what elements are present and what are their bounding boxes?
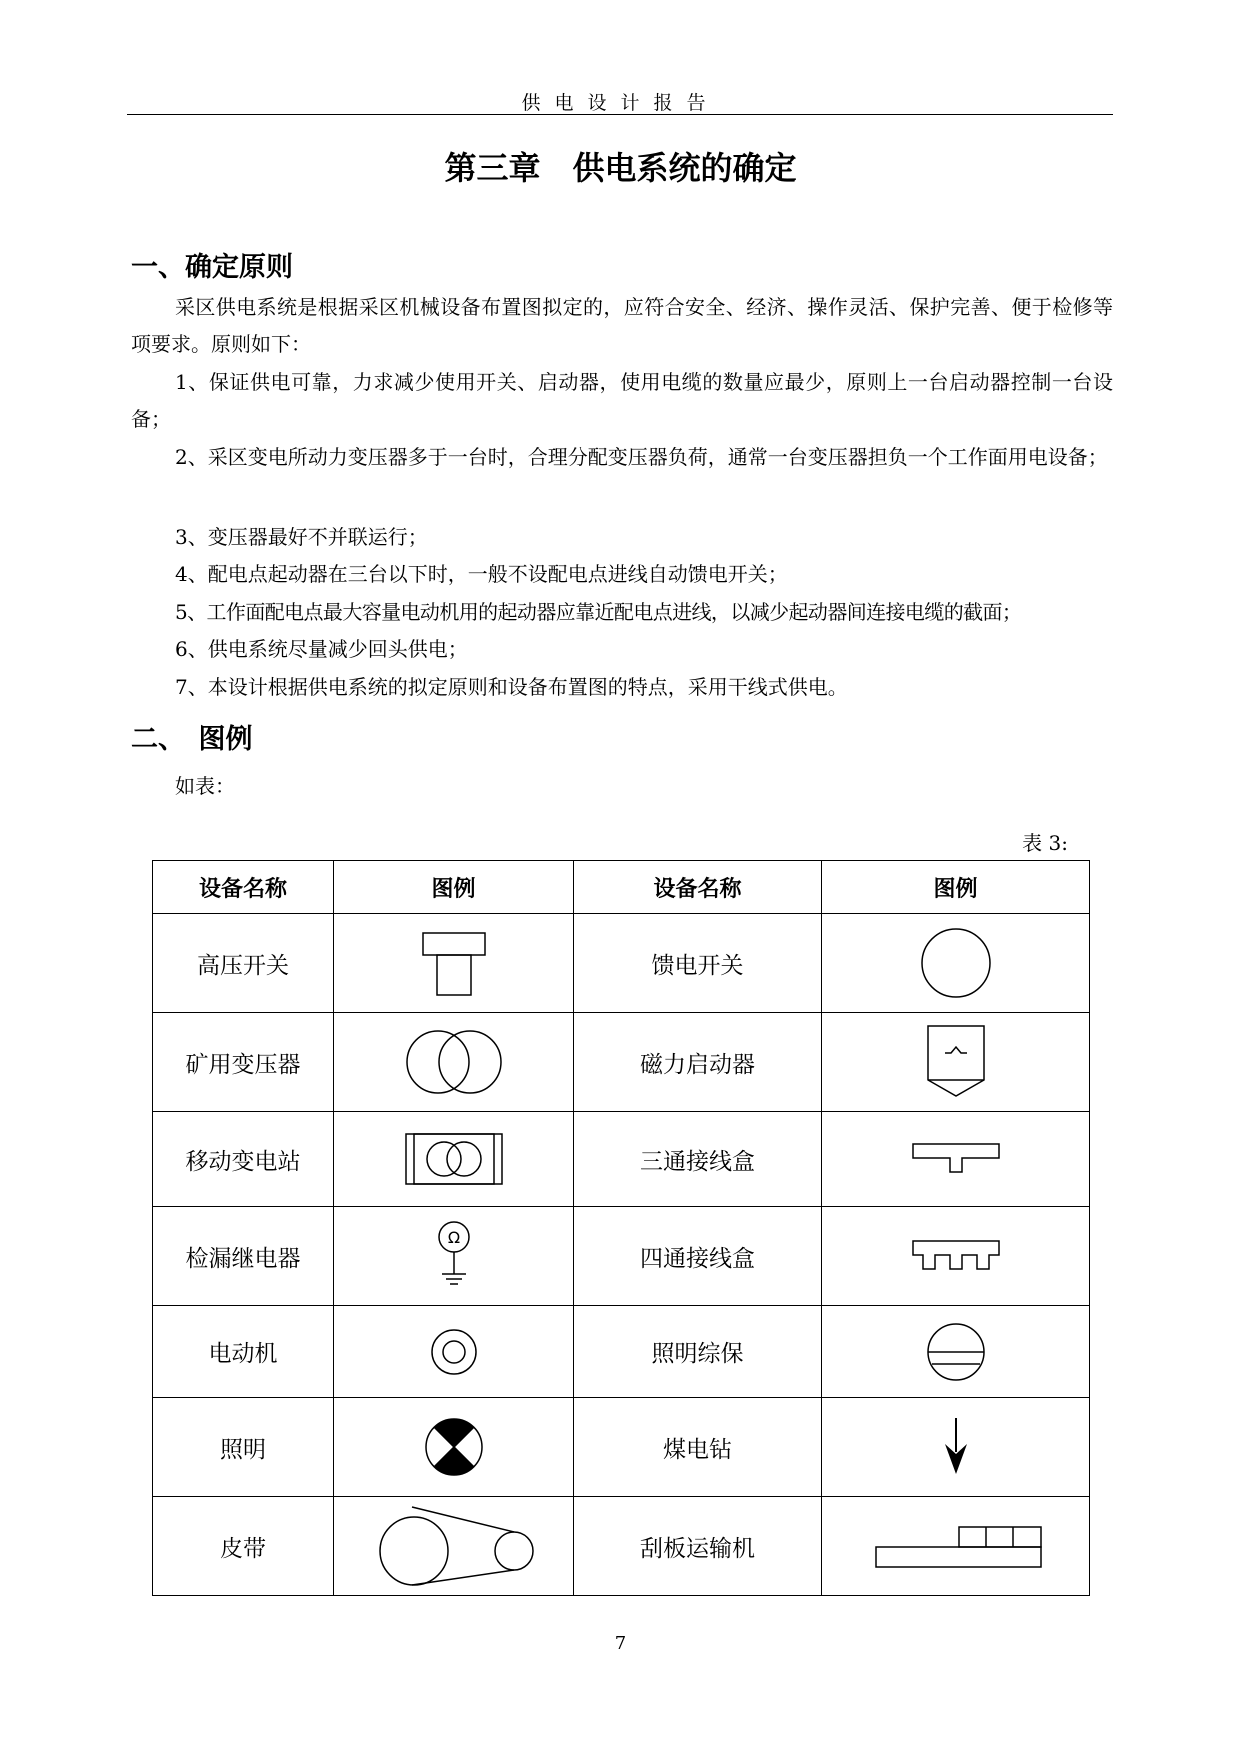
intro-paragraph — [131, 289, 1113, 363]
rule-7-text: 7、本设计根据供电系统的拟定原则和设备布置图的特点，采用干线式供电。 — [175, 675, 848, 699]
symbol-cell — [822, 1497, 1090, 1596]
lighting-symbol — [419, 1412, 489, 1482]
equipment-name: 照明 — [153, 1398, 334, 1497]
equipment-name: 馈电开关 — [574, 914, 822, 1013]
high-voltage-switch-symbol — [404, 923, 504, 1003]
section-heading-principles: 一、确定原则 — [131, 252, 293, 283]
mobile-substation-symbol — [399, 1127, 509, 1191]
symbol-cell — [334, 1112, 574, 1207]
symbol-cell — [822, 1306, 1090, 1398]
table-header-row — [153, 861, 1090, 914]
header-equipment-name-left: 设备名称 — [153, 861, 334, 914]
intro-text: 采区供电系统是根据采区机械设备布置图拟定的，应符合安全、经济、操作灵活、保护完善、便于检修等项要求。原则如下： — [131, 295, 1113, 356]
equipment-name: 电动机 — [153, 1306, 334, 1398]
rule-1-paragraph — [131, 364, 1113, 438]
symbol-cell — [334, 1207, 574, 1306]
chapter-title: 第三章 供电系统的确定 — [444, 149, 797, 187]
equipment-name: 高压开关 — [153, 914, 334, 1013]
equipment-name: 煤电钻 — [574, 1398, 822, 1497]
magnetic-starter-symbol — [916, 1020, 996, 1104]
equipment-name: 四通接线盒 — [574, 1207, 822, 1306]
table-row — [153, 914, 1090, 1013]
table-row — [153, 1207, 1090, 1306]
three-way-junction-box-symbol — [906, 1134, 1006, 1184]
motor-symbol — [424, 1322, 484, 1382]
symbol-cell — [334, 1398, 574, 1497]
equipment-name: 皮带 — [153, 1497, 334, 1596]
table-row — [153, 1497, 1090, 1596]
symbol-cell — [822, 1207, 1090, 1306]
table-row — [153, 1398, 1090, 1497]
coal-drill-symbol — [936, 1412, 976, 1482]
equipment-name: 磁力启动器 — [574, 1013, 822, 1112]
equipment-name: 照明综保 — [574, 1306, 822, 1398]
rule-4-text: 4、配电点起动器在三台以下时，一般不设配电点进线自动馈电开关； — [175, 562, 788, 586]
symbol-cell — [334, 1497, 574, 1596]
symbol-cell — [334, 914, 574, 1013]
belt-conveyor-symbol — [364, 1501, 544, 1591]
header-symbol-left: 图例 — [334, 861, 574, 914]
equipment-name: 刮板运输机 — [574, 1497, 822, 1596]
lighting-protector-symbol — [921, 1317, 991, 1387]
symbol-cell — [822, 1398, 1090, 1497]
rule-5-text: 5、工作面配电点最大容量电动机用的起动器应靠近配电点进线，以减少起动器间连接电缆的截面； — [175, 600, 1022, 624]
omega-glyph: Ω — [447, 1228, 460, 1247]
leakage-relay-symbol — [424, 1216, 484, 1296]
equipment-name: 矿用变压器 — [153, 1013, 334, 1112]
table-row — [153, 1013, 1090, 1112]
symbol-cell — [334, 1306, 574, 1398]
scraper-conveyor-symbol — [866, 1511, 1046, 1581]
equipment-name: 检漏继电器 — [153, 1207, 334, 1306]
legend-table — [152, 860, 1090, 1596]
table-row — [153, 1306, 1090, 1398]
equipment-name: 三通接线盒 — [574, 1112, 822, 1207]
page-number: 7 — [614, 1633, 627, 1654]
mine-transformer-symbol — [399, 1022, 509, 1102]
four-way-junction-box-symbol — [906, 1231, 1006, 1281]
header-symbol-right: 图例 — [822, 861, 1090, 914]
rule-2-text: 2、采区变电所动力变压器多于一台时，合理分配变压器负荷，通常一台变压器担负一个工作面用电设备； — [175, 445, 1108, 469]
symbol-cell — [334, 1013, 574, 1112]
table-row — [153, 1112, 1090, 1207]
header-rule — [127, 114, 1113, 115]
section-heading-legend: 二、 图例 — [131, 724, 253, 755]
header-equipment-name-right: 设备名称 — [574, 861, 822, 914]
rule-3-text: 3、变压器最好不并联运行； — [175, 525, 428, 549]
rule-2-paragraph — [131, 439, 1113, 476]
symbol-cell — [822, 914, 1090, 1013]
equipment-name: 移动变电站 — [153, 1112, 334, 1207]
table-caption: 表 3: — [1022, 831, 1068, 855]
symbol-cell — [822, 1112, 1090, 1207]
rule-1-text: 1、保证供电可靠，力求减少使用开关、启动器，使用电缆的数量应最少，原则上一台启动器控制一台设备； — [131, 370, 1113, 431]
feeder-switch-symbol — [906, 923, 1006, 1003]
legend-intro: 如表： — [175, 774, 235, 798]
running-header: 供电设计报告 — [521, 92, 720, 114]
symbol-cell — [822, 1013, 1090, 1112]
rule-6-text: 6、供电系统尽量减少回头供电； — [175, 637, 468, 661]
